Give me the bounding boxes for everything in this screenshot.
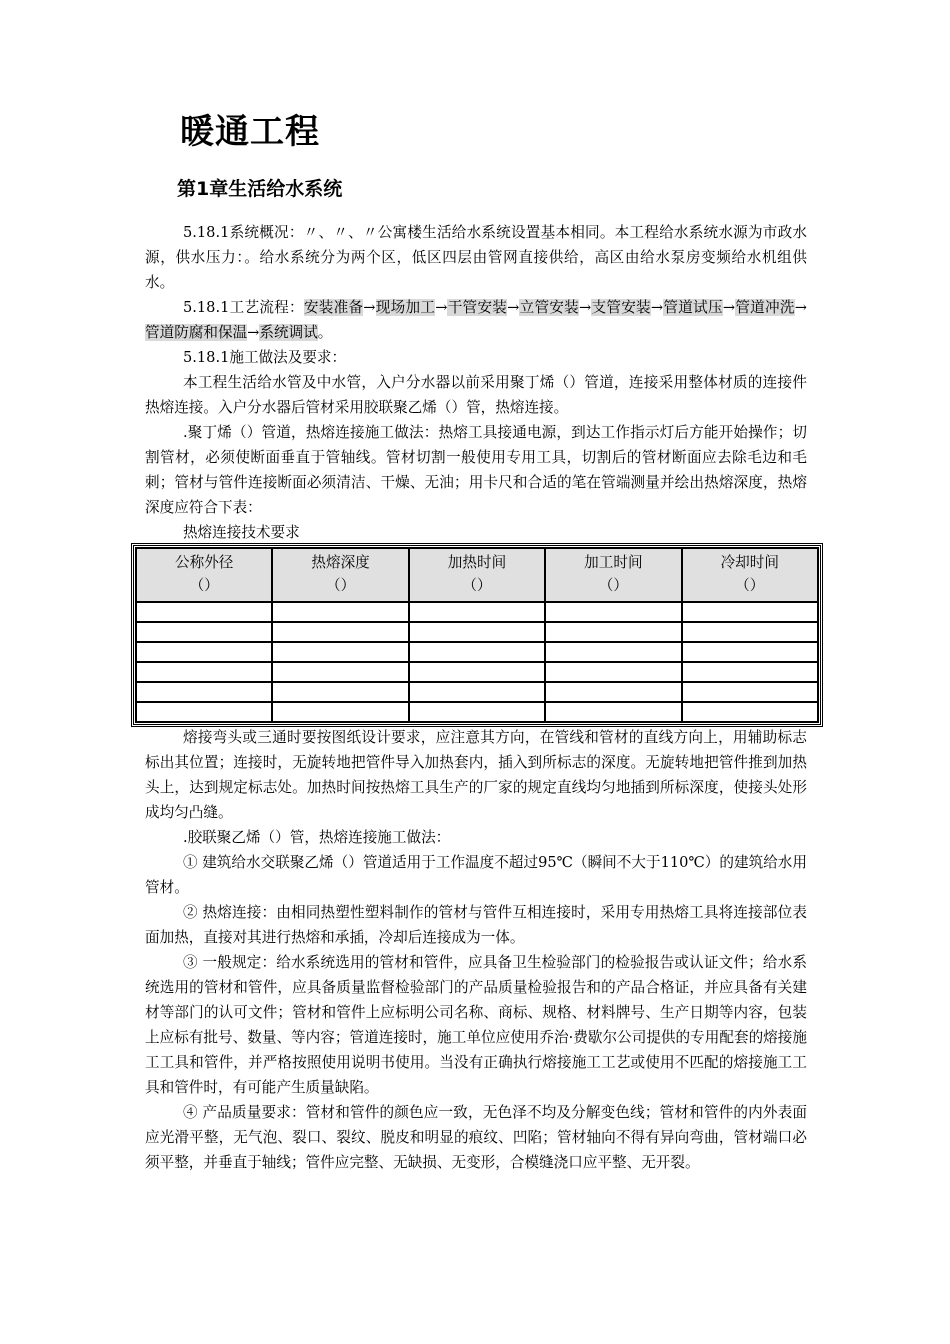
process-arrow: → xyxy=(794,299,807,316)
paragraph-overview: 5.18.1系统概况：〃、〃、〃公寓楼生活给水系统设置基本相同。本工程给水系统水源为市政水源，供水压力：。给水系统分为两个区，低区四层由管网直接供给，高区由给水泵房变频给水机组供水。 xyxy=(145,224,807,291)
table-cell xyxy=(545,682,681,702)
table-cell xyxy=(136,602,272,622)
table-body xyxy=(136,602,818,722)
process-step: 管道试压 xyxy=(663,299,723,316)
process-step: 支管安装 xyxy=(591,299,651,316)
table-cell xyxy=(272,662,408,682)
paragraph-item-2: ② 热熔连接：由相同热塑性塑料制作的管材与管件互相连接时，采用专用热熔工具将连接部位表面加热，直接对其进行热熔和承插，冷却后连接成为一体。 xyxy=(145,904,807,946)
table-header-row xyxy=(136,548,818,602)
table-row xyxy=(136,662,818,682)
chapter-heading: 第1章生活给水系统 xyxy=(177,178,343,200)
process-step: 安装准备 xyxy=(303,299,364,316)
header-name: 公称外径 xyxy=(175,554,234,571)
table-cell xyxy=(136,662,272,682)
process-step: 立管安装 xyxy=(519,299,580,316)
table-row xyxy=(136,602,818,622)
header-unit: （） xyxy=(735,577,765,594)
table-row xyxy=(136,682,818,702)
table-cell xyxy=(545,602,681,622)
table-cell xyxy=(272,602,408,622)
table-cell xyxy=(682,642,818,662)
table-cell xyxy=(545,622,681,642)
paragraph-pipe-materials: 本工程生活给水管及中水管，入户分水器以前采用聚丁烯（）管道，连接采用整体材质的连接件热熔连接。入户分水器后管材采用胶联聚乙烯（）管，热熔连接。 xyxy=(145,374,807,416)
process-arrow: → xyxy=(650,299,664,316)
table-cell xyxy=(136,622,272,642)
document-body xyxy=(145,220,807,1175)
paragraph-pb-method: .聚丁烯（）管道，热熔连接施工做法：热熔工具接通电源，到达工作指示灯后方能开始操作；切割管材，必须使断面垂直于管轴线。管材切割一般使用专用工具，切割后的管材断面应去除毛边和毛刺；管材与管件连接断面必须清洁、干燥、无油；用卡尺和合适的笔在管端测量并绘出热熔深度，热熔深度应符合下表： xyxy=(145,424,807,516)
process-step: 干管安装 xyxy=(447,299,508,316)
table-header-cell xyxy=(272,548,408,602)
header-name: 热熔深度 xyxy=(311,554,370,571)
header-name: 加热时间 xyxy=(447,554,507,571)
table-cell xyxy=(136,682,272,702)
table-cell xyxy=(409,622,545,642)
paragraph-construction-heading: 5.18.1施工做法及要求： xyxy=(182,349,347,366)
process-step: 现场加工 xyxy=(375,299,436,316)
table-cell xyxy=(409,602,545,622)
paragraph-process-flow xyxy=(145,295,807,345)
header-name: 冷却时间 xyxy=(720,554,779,571)
table-header-cell xyxy=(409,548,545,602)
header-unit: （） xyxy=(462,577,492,594)
table-row xyxy=(136,622,818,642)
table-cell xyxy=(545,662,681,682)
table-cell xyxy=(409,682,545,702)
table-cell xyxy=(136,702,272,722)
table-cell xyxy=(682,682,818,702)
table-cell xyxy=(409,702,545,722)
process-step: 系统调试 xyxy=(259,324,318,341)
header-unit: （） xyxy=(598,577,628,594)
process-arrow: → xyxy=(722,299,736,316)
process-flow-label: 5.18.1工艺流程： xyxy=(182,299,304,316)
table-cell xyxy=(409,642,545,662)
header-unit: （） xyxy=(189,577,219,594)
paragraph-elbow-welding: 熔接弯头或三通时要按图纸设计要求，应注意其方向，在管线和管材的直线方向上，用辅助标志标出其位置；连接时，无旋转地把管件导入加热套内，插入到所标志的深度。无旋转地把管件推到加热头上，达到规定标志处。加热时间按热熔工具生产的厂家的规定直线均匀地插到所标深度，使接头处形成均匀凸缝。 xyxy=(145,729,807,821)
process-arrow: → xyxy=(435,299,448,316)
table-cell xyxy=(545,702,681,722)
paragraph-pex-method: .胶联聚乙烯（）管，热熔连接施工做法： xyxy=(182,829,451,846)
table-cell xyxy=(545,642,681,662)
paragraph-item-1: ① 建筑给水交联聚乙烯（）管道适用于工作温度不超过95℃（瞬间不大于110℃）的建筑给水用管材。 xyxy=(145,854,807,896)
table-cell xyxy=(682,622,818,642)
header-unit: （） xyxy=(325,577,356,594)
table-cell xyxy=(682,602,818,622)
process-arrow: → xyxy=(363,299,376,316)
process-end: 。 xyxy=(317,324,333,341)
table-cell xyxy=(136,642,272,662)
table-row xyxy=(136,702,818,722)
table-row xyxy=(136,642,818,662)
table-header-cell xyxy=(136,548,272,602)
table-header-cell xyxy=(682,548,818,602)
process-step: 管道防腐和保温 xyxy=(145,324,248,341)
table-cell xyxy=(409,662,545,682)
table-cell xyxy=(682,702,818,722)
hot-melt-spec-table xyxy=(133,545,821,725)
table-cell xyxy=(272,702,408,722)
paragraph-item-3: ③ 一般规定：给水系统选用的管材和管件，应具备卫生检验部门的检验报告或认证文件；给水系统选用的管材和管件，应具备质量监督检验部门的产品质量检验报告和的产品合格证，并应具备有关建材等部门的认可文件；管材和管件上应标明公司名称、商标、规格、材料牌号、生产日期等内容，包装上应标有批号、数量、等内容；管道连接时，施工单位应使用乔治·费歇尔公司提供的专用配套的熔接施工工具和管件，并严格按照使用说明书使用。当没有正确执行熔接施工工艺或使用不匹配的熔接施工工具和管件时，有可能产生质量缺陷。 xyxy=(145,954,807,1096)
process-step: 管道冲洗 xyxy=(735,299,795,316)
process-arrow: → xyxy=(579,299,592,316)
table-caption: 热熔连接技术要求 xyxy=(182,524,300,541)
table-cell xyxy=(272,622,408,642)
table-header-cell xyxy=(545,548,681,602)
paragraph-item-4: ④ 产品质量要求：管材和管件的颜色应一致，无色泽不均及分解变色线；管材和管件的内外表面应光滑平整，无气泡、裂口、裂纹、脱皮和明显的痕纹、凹陷；管材轴向不得有异向弯曲，管材端口必须平整，并垂直于轴线；管件应完整、无缺损、无变形，合模缝浇口应平整、无开裂。 xyxy=(145,1104,807,1171)
process-arrow: → xyxy=(247,324,260,341)
document-title: 暖通工程 xyxy=(180,112,320,152)
table-cell xyxy=(272,642,408,662)
process-arrow: → xyxy=(507,299,520,316)
table-cell xyxy=(682,662,818,682)
header-name: 加工时间 xyxy=(584,554,643,571)
table-cell xyxy=(272,682,408,702)
